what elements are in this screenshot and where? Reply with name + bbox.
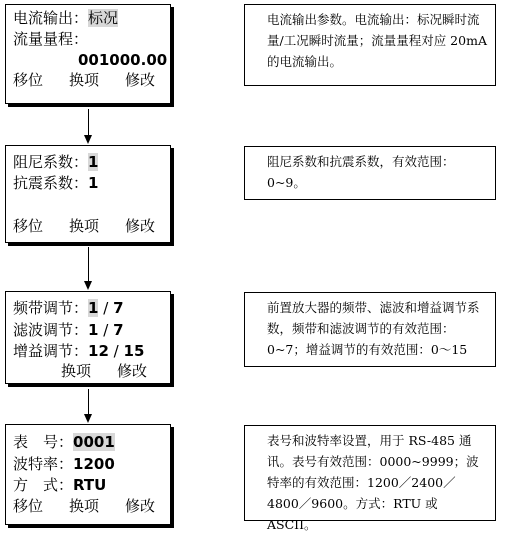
lcd-screen-communication bbox=[5, 424, 171, 525]
softkey-shift[interactable]: 移位 bbox=[13, 217, 44, 235]
flow-arrow-2-head bbox=[84, 281, 92, 290]
filter-separator: / bbox=[103, 321, 109, 339]
note-communication: 表号和波特率设置，用于 RS-485 通讯。表号有效范围：0000~9999；波特率的有效范围：1200／2400／4800／9600。方式：RTU 或 ASCII。 bbox=[244, 425, 496, 521]
lcd-screen-amplifier bbox=[5, 291, 171, 384]
note-current-output: 电流输出参数。电流输出：标况瞬时流量/工况瞬时流量；流量量程对应 20mA 的电流输出。 bbox=[244, 4, 496, 86]
band-max: 7 bbox=[113, 299, 124, 317]
baud-rate-row bbox=[13, 455, 115, 473]
softkey-modify[interactable]: 修改 bbox=[125, 71, 156, 89]
mode-value[interactable]: RTU bbox=[73, 476, 107, 494]
flow-arrow-1 bbox=[88, 109, 89, 136]
flow-arrow-3 bbox=[88, 389, 89, 415]
gain-value[interactable]: 12 bbox=[88, 342, 109, 360]
gain-max: 15 bbox=[123, 342, 145, 360]
lcd-screen-current-output bbox=[5, 4, 171, 104]
mode-row bbox=[13, 476, 106, 494]
softkey-next-item[interactable]: 换项 bbox=[69, 497, 100, 515]
flow-range-label: 流量量程： bbox=[13, 30, 89, 48]
filter-value[interactable]: 1 bbox=[88, 321, 99, 339]
meter-number-label: 表 号： bbox=[13, 433, 74, 451]
current-output-value[interactable]: 标况 bbox=[88, 9, 119, 27]
filter-label: 滤波调节： bbox=[13, 321, 89, 339]
mode-label: 方 式： bbox=[13, 476, 74, 494]
filter-max: 7 bbox=[113, 321, 124, 339]
flow-arrow-3-head bbox=[84, 414, 92, 423]
damping-row bbox=[13, 153, 98, 171]
baud-rate-label: 波特率： bbox=[13, 455, 74, 473]
damping-value[interactable]: 1 bbox=[88, 153, 99, 171]
softkey-next-item[interactable]: 换项 bbox=[69, 217, 100, 235]
gain-row bbox=[13, 342, 144, 360]
band-row bbox=[13, 299, 124, 317]
softkey-shift[interactable]: 移位 bbox=[13, 71, 44, 89]
softkey-next-item[interactable]: 换项 bbox=[61, 362, 92, 380]
band-label: 频带调节： bbox=[13, 299, 89, 317]
band-separator: / bbox=[103, 299, 109, 317]
damping-label: 阻尼系数： bbox=[13, 153, 89, 171]
meter-number-value[interactable]: 0001 bbox=[73, 433, 115, 451]
gain-separator: / bbox=[113, 342, 119, 360]
anti-vibration-row bbox=[13, 174, 98, 192]
lcd-screen-damping bbox=[5, 145, 171, 243]
softkey-modify[interactable]: 修改 bbox=[125, 217, 156, 235]
baud-rate-value[interactable]: 1200 bbox=[73, 455, 115, 473]
softkey-modify[interactable]: 修改 bbox=[117, 362, 148, 380]
current-output-row bbox=[13, 9, 118, 27]
softkey-modify[interactable]: 修改 bbox=[125, 497, 156, 515]
flow-range-row bbox=[13, 30, 88, 48]
band-value[interactable]: 1 bbox=[88, 299, 99, 317]
softkey-shift[interactable]: 移位 bbox=[13, 497, 44, 515]
note-damping: 阻尼系数和抗震系数，有效范围：0~9。 bbox=[244, 146, 496, 200]
softkey-next-item[interactable]: 换项 bbox=[69, 71, 100, 89]
current-output-label: 电流输出： bbox=[13, 9, 89, 27]
flow-arrow-2 bbox=[88, 247, 89, 282]
note-amplifier: 前置放大器的频带、滤波和增益调节系数，频带和滤波调节的有效范围：0~7；增益调节的有效范围：0～15 bbox=[244, 292, 496, 367]
meter-number-row bbox=[13, 433, 115, 451]
gain-label: 增益调节： bbox=[13, 342, 89, 360]
filter-row bbox=[13, 321, 124, 339]
flow-range-value[interactable]: 001000.00 bbox=[78, 51, 168, 69]
anti-vibration-label: 抗震系数： bbox=[13, 174, 89, 192]
anti-vibration-value[interactable]: 1 bbox=[88, 174, 99, 192]
flow-range-value-row bbox=[78, 51, 167, 69]
flow-arrow-1-head bbox=[84, 135, 92, 144]
